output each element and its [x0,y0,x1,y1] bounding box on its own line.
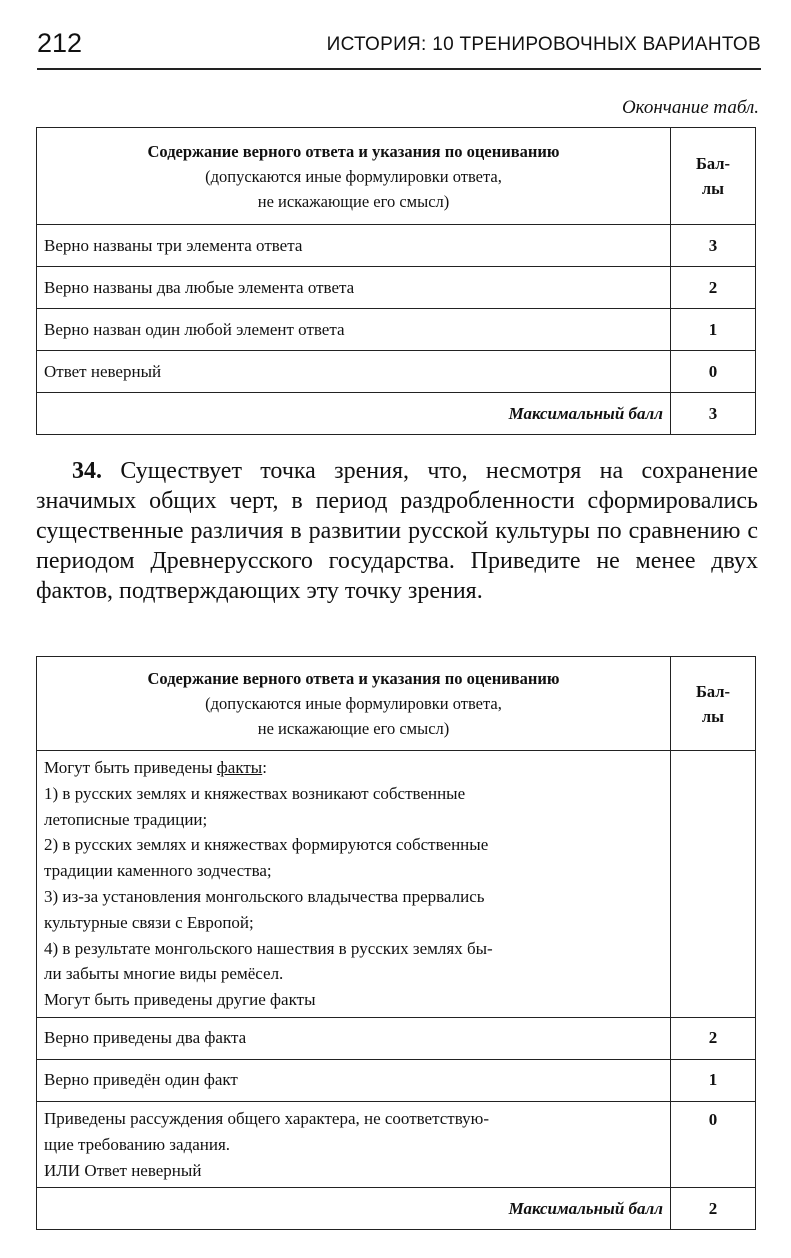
continuation-label: Окончание табл. [621,97,759,118]
page-header [37,18,761,70]
table-row: Ответ неверный 0 [37,351,756,393]
scoring-table-33 [36,127,756,435]
content-header: Содержание верного ответа и указания по оцениванию (допускаются иные формулировки ответа, не искажающие его смысл) [37,128,671,225]
task-number: 34. [72,458,102,484]
table-row: Приведены рассуждения общего характера, не соответствую- щие требованию задания. ИЛИ Ответ неверный 0 [37,1101,756,1187]
task-34 [36,456,758,606]
table-row: Верно приведён один факт 1 [37,1059,756,1101]
table-header-row [37,128,756,225]
running-title: ИСТОРИЯ: 10 ТРЕНИРОВОЧНЫХ ВАРИАНТОВ [326,34,761,55]
table-header-row [37,657,756,751]
task-text: Существует точка зрения, что, несмотря на сохранение значимых общих черт, в период раздробленности сформировались существенные различия в развитии русской культуры по сравнению с периодом Древнерусского государства. Приведите не менее двух фактов, подтверждающих эту точку зрения. [36,458,759,604]
table-row: Верно приведены два факта 2 [37,1017,756,1059]
points-header: Бал- лы [671,128,756,225]
table-row: Верно названы два любые элемента ответа 2 [37,267,756,309]
max-score-row: Максимальный балл 3 [37,393,756,435]
points-header: Бал- лы [671,657,756,751]
facts-row [37,751,756,1018]
max-score-row: Максимальный балл 2 [37,1188,756,1230]
content-header: Содержание верного ответа и указания по оцениванию (допускаются иные формулировки ответа, не искажающие его смысл) [37,657,671,751]
facts-list: Могут быть приведены факты: 1) в русских землях и княжествах возникают собственные летописные традиции; 2) в русских землях и княжествах формируются собственные традиции каменного зодчества; 3) из-за установления монгольского владычества прервались культурные связи с Европой; 4) в результате монгольского нашествия в русских землях бы- ли забыты многие виды ремёсел. Могут быть приведены другие факты [37,751,671,1018]
page-number: 212 [37,28,83,58]
scoring-table-34 [36,656,756,1230]
table-row: Верно названы три элемента ответа 3 [37,225,756,267]
table-row: Верно назван один любой элемент ответа 1 [37,309,756,351]
